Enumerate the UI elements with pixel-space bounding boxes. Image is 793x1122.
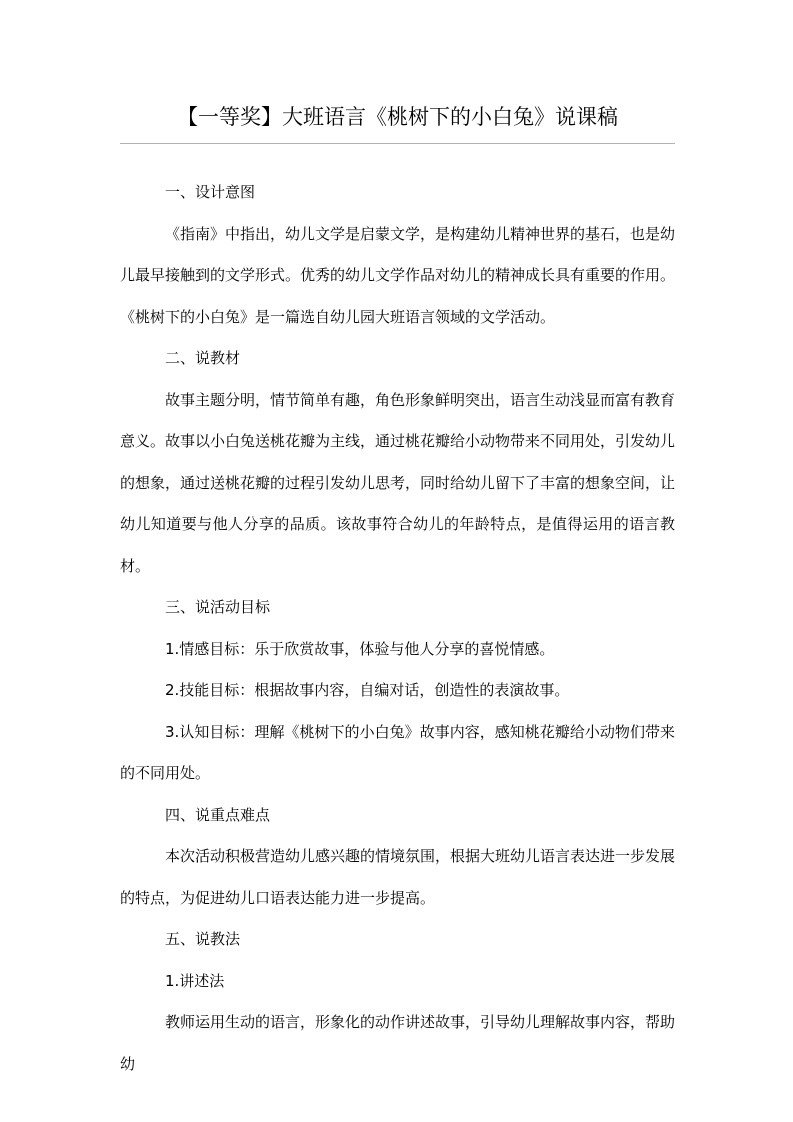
goal-cognitive: 3.认知目标：理解《桃树下的小白兔》故事内容，感知桃花瓣给小动物们带来的不同用处。 (120, 722, 675, 782)
section-heading-design-intent: 一、设计意图 (165, 183, 256, 201)
method-narration-heading: 1.讲述法 (165, 971, 225, 990)
paragraph-narration: 教师运用生动的语言，形象化的动作讲述故事，引导幼儿理解故事内容，帮助幼 (120, 1013, 676, 1073)
goal-emotional: 1.情感目标：乐于欣赏故事，体验与他人分享的喜悦情感。 (165, 639, 555, 658)
section-heading-teaching-methods: 五、说教法 (165, 930, 241, 948)
paragraph-design-intent: 《指南》中指出，幼儿文学是启蒙文学，是构建幼儿精神世界的基石，也是幼儿最早接触到的文学形式。优秀的幼儿文学作品对幼儿的精神成长具有重要的作用。《桃树下的小白兔》是一篇选自幼儿园大班语言领域的文学活动。 (120, 224, 676, 326)
section-heading-key-points: 四、说重点难点 (165, 805, 271, 824)
paragraph-teaching-material: 故事主题分明，情节简单有趣，角色形象鲜明突出，语言生动浅显而富有教育意义。故事以小白兔送桃花瓣为主线，通过桃花瓣给小动物带来不同用处，引发幼儿的想象，通过送桃花瓣的过程引发幼儿思考，同时给幼儿留下了丰富的想象空间，让幼儿知道要与他人分享的品质。该故事符合幼儿的年龄特点，是值得运用的语言教材。 (120, 390, 676, 575)
section-heading-teaching-material: 二、说教材 (165, 349, 241, 367)
document-body (120, 172, 675, 1085)
section-heading-activity-goals: 三、说活动目标 (165, 598, 271, 616)
document-title: 【一等奖】大班语言《桃树下的小白兔》说课稿 (177, 105, 618, 129)
goal-skill: 2.技能目标：根据故事内容，自编对话，创造性的表演故事。 (165, 681, 570, 699)
paragraph-key-points: 本次活动积极营造幼儿感兴趣的情境氛围，根据大班幼儿语言表达进一步发展的特点，为促进幼儿口语表达能力进一步提高。 (120, 847, 676, 907)
title-divider (120, 143, 675, 144)
